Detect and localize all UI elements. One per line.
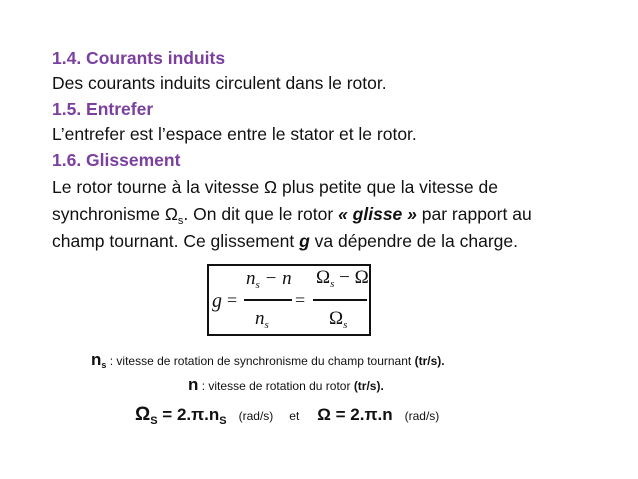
omega-s-eq: = 2.π.n — [157, 405, 220, 424]
line2-pre: synchronisme Ω — [52, 204, 178, 224]
legend-ns-unit: (tr/s). — [414, 354, 445, 368]
formula-glissement — [207, 264, 371, 336]
text-glissement-line3 — [52, 230, 518, 252]
formula-num2: $\Omega_s - \Omega$ — [316, 267, 369, 290]
omega-s-eq-sub: S — [219, 415, 227, 427]
text-courants-induits: Des courants induits circulent dans le rotor. — [52, 73, 387, 93]
formula-fraction-bar-1 — [244, 299, 292, 301]
omega-unit2: (rad/s) — [404, 409, 440, 423]
legend-n-unit: (tr/s). — [353, 379, 384, 393]
omega-s-sub: S — [150, 415, 158, 427]
legend-ns-symbol: n — [91, 350, 102, 369]
heading-courants-induits: 1.4. Courants induits — [52, 48, 226, 68]
legend-n-symbol: n — [188, 375, 199, 394]
line3-post: va dépendre de la charge. — [309, 231, 518, 251]
formula-fraction-bar-2 — [313, 299, 367, 301]
heading-entrefer: 1.5. Entrefer — [52, 99, 154, 119]
formula-num1: $n_s - n$ — [246, 268, 292, 291]
formula-den2: $\Omega_s$ — [329, 308, 348, 331]
line3-pre: champ tournant. Ce glissement — [52, 231, 300, 251]
legend-ns-text: : vitesse de rotation de synchronisme du champ tournant — [106, 354, 415, 368]
line2-sub: s — [177, 215, 184, 227]
text-glissement-line2 — [52, 203, 532, 232]
omega-s-symbol: Ω — [135, 404, 151, 425]
text-entrefer: L’entrefer est l’espace entre le stator et le rotor. — [52, 124, 417, 144]
formula-eq1: = — [227, 290, 238, 310]
legend-ns — [91, 352, 445, 373]
formula-den1: $n_s$ — [255, 308, 269, 331]
omega-eq: Ω = 2.π.n — [317, 405, 393, 424]
formula-g: g — [212, 290, 222, 312]
line2-mid: . On dit que le rotor — [183, 204, 339, 224]
line2-post: par rapport au — [416, 204, 532, 224]
omega-relations — [135, 405, 439, 431]
formula-eq2: = — [295, 290, 306, 310]
text-glissement-line1: Le rotor tourne à la vitesse Ω plus petite que la vitesse de — [52, 177, 498, 197]
legend-ns-sub: s — [101, 360, 107, 370]
omega-et: et — [289, 409, 300, 423]
line3-em: g — [299, 231, 310, 251]
omega-unit1: (rad/s) — [238, 409, 274, 423]
legend-n — [188, 377, 384, 394]
legend-n-text: : vitesse de rotation du rotor — [198, 379, 354, 393]
heading-glissement: 1.6. Glissement — [52, 150, 181, 170]
line2-em: « glisse » — [338, 204, 417, 224]
